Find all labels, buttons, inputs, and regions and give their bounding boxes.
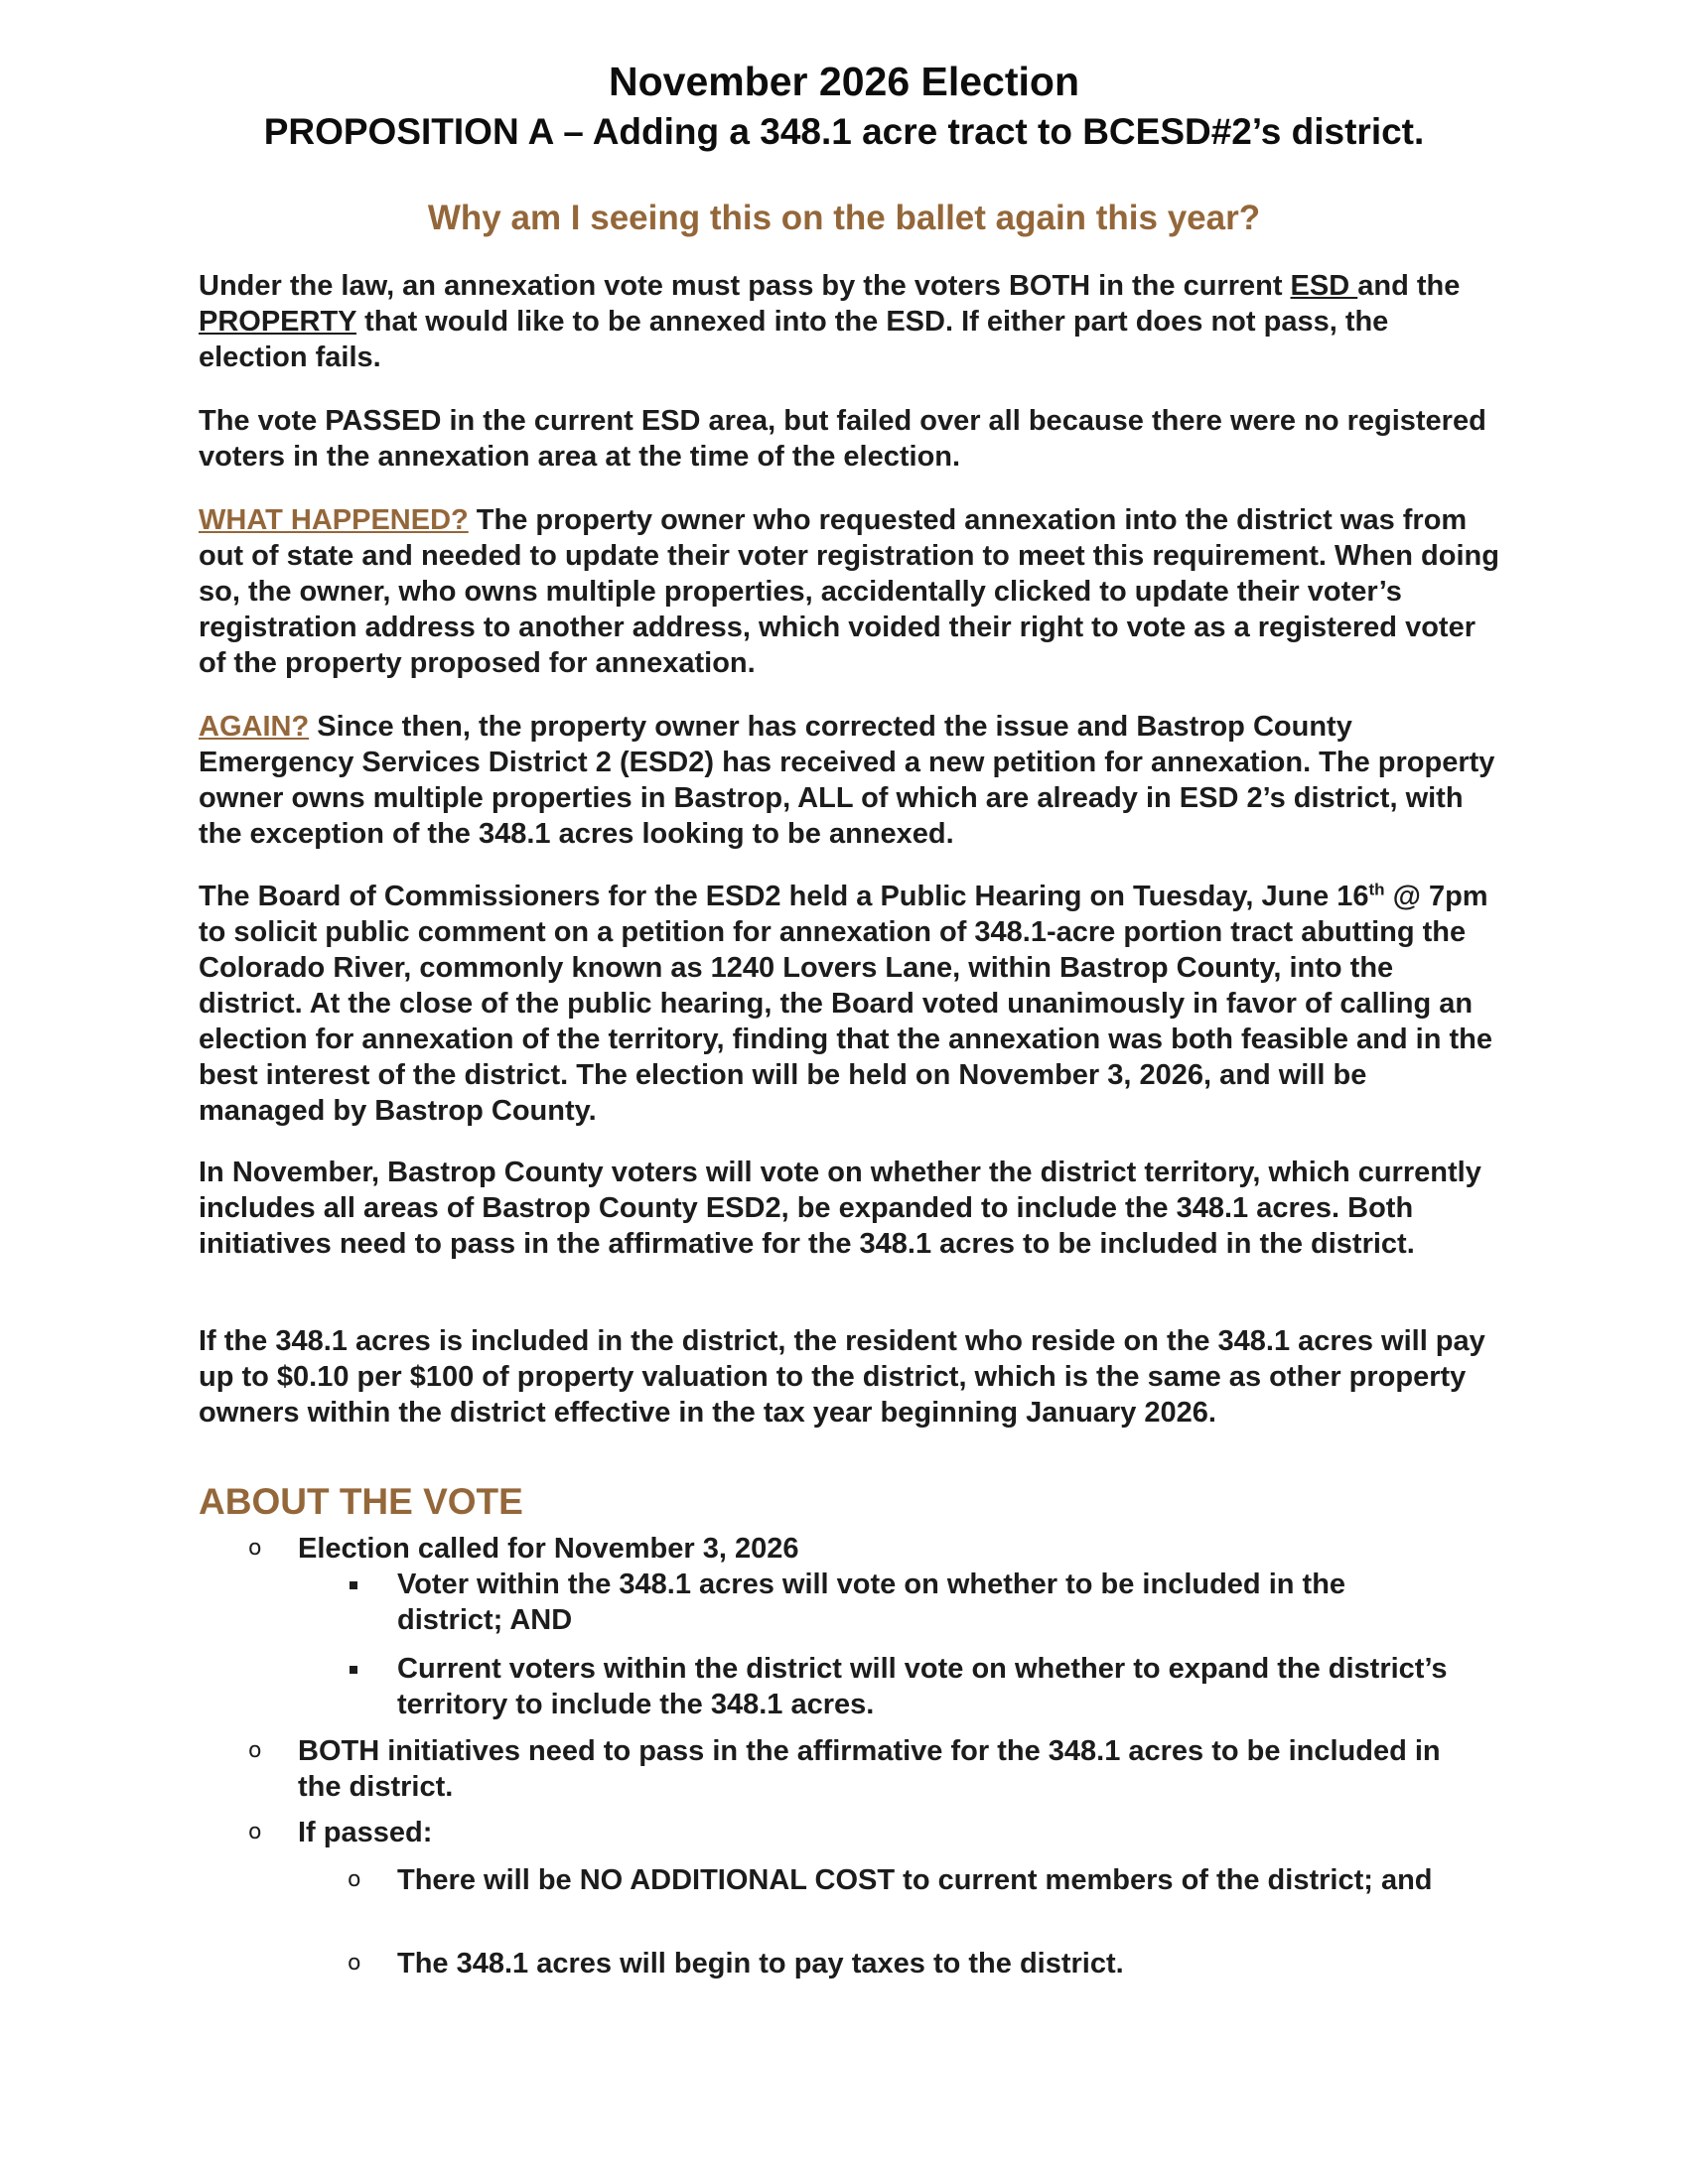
page-subtitle: PROPOSITION A – Adding a 348.1 acre tract to BCESD#2’s district. <box>263 111 1425 152</box>
section-question-heading: Why am I seeing this on the ballet again this year? <box>427 199 1261 237</box>
sub-item-acres-voters: Voter within the 348.1 acres will vote on whether to be included in the district; AND <box>397 1569 1346 1636</box>
property-underlined: PROPERTY <box>199 306 357 338</box>
again-label: AGAIN? <box>199 711 310 743</box>
list-item-election-called: Election called for November 3, 2026 <box>298 1533 799 1565</box>
paragraph-again <box>199 709 1499 852</box>
esd-underlined: ESD <box>1290 270 1358 302</box>
public-hearing-text-2: @ 7pm to solicit public comment on a petition for annexation of 348.1-acre portion tract abutting the Colorado River, commonly known as 1240 Lovers Lane, within Bastrop County, into the district. At the close of the public hearing, the Board voted unanimously in favor of calling an election for annexation of the territory, finding that the annexation was both feasible and in the best interest of the district. The election will be held on November 3, 2026, and will be managed by Bastrop County. <box>199 881 1492 1127</box>
paragraph-law-text-1: Under the law, an annexation vote must pass by the voters BOTH in the current <box>199 270 1291 302</box>
sub-item-pay-taxes: The 348.1 acres will begin to pay taxes to the district. <box>397 1948 1124 1979</box>
paragraph-vote-passed: The vote PASSED in the current ESD area, but failed over all because there were no registered voters in the annexation area at the time of the election. <box>199 405 1486 473</box>
public-hearing-text-1: The Board of Commissioners for the ESD2 held a Public Hearing on Tuesday, June 16 <box>199 881 1369 912</box>
list-item-if-passed: If passed: <box>298 1817 433 1848</box>
paragraph-law <box>199 268 1499 375</box>
circle-bullet-icon: o <box>248 1738 262 1763</box>
paragraph-november-vote: In November, Bastrop County voters will vote on whether the district territory, which currently includes all areas of Bastrop County ESD2, be expanded to include the 348.1 acres. Both initiatives need to pass in the affirmative for the 348.1 acres to be included in the district. <box>199 1157 1481 1260</box>
sub-item-current-voters: Current voters within the district will vote on whether to expand the district’s territory to include the 348.1 acres. <box>397 1653 1448 1720</box>
paragraph-law-text-3: that would like to be annexed into the ESD. If either part does not pass, the election fails. <box>199 306 1389 373</box>
circle-bullet-icon: o <box>348 1951 361 1976</box>
what-happened-label: WHAT HAPPENED? <box>199 504 469 536</box>
paragraph-what-happened <box>199 502 1499 681</box>
square-bullet-icon <box>350 1666 357 1674</box>
circle-bullet-icon: o <box>348 1867 361 1892</box>
about-the-vote-heading: ABOUT THE VOTE <box>199 1481 523 1522</box>
circle-bullet-icon: o <box>248 1536 262 1561</box>
page-title: November 2026 Election <box>609 59 1079 104</box>
paragraph-tax-rate: If the 348.1 acres is included in the district, the resident who reside on the 348.1 acres will pay up to $0.10 per $100 of property valuation to the district, which is the same as other property owners within the district effective in the tax year beginning January 2026. <box>199 1325 1485 1429</box>
paragraph-law-text-2: and the <box>1357 270 1461 302</box>
paragraph-public-hearing <box>199 879 1499 1129</box>
what-happened-text: The property owner who requested annexation into the district was from out of state and needed to update their voter registration to meet this requirement. When doing so, the owner, who owns multiple properties, accidentally clicked to update their voter’s registration address to another address, which voided their right to vote as a registered voter of the property proposed for annexation. <box>199 504 1499 679</box>
square-bullet-icon <box>350 1581 357 1589</box>
superscript-th: th <box>1368 880 1385 899</box>
list-item-both-initiatives: BOTH initiatives need to pass in the affirmative for the 348.1 acres to be included in the district. <box>298 1735 1441 1803</box>
sub-item-no-additional-cost: There will be NO ADDITIONAL COST to current members of the district; and <box>397 1864 1433 1896</box>
circle-bullet-icon: o <box>248 1820 262 1844</box>
again-text: Since then, the property owner has corrected the issue and Bastrop County Emergency Services District 2 (ESD2) has received a new petition for annexation. The property owner owns multiple properties in Bastrop, ALL of which are already in ESD 2’s district, with the exception of the 348.1 acres looking to be annexed. <box>199 711 1495 850</box>
